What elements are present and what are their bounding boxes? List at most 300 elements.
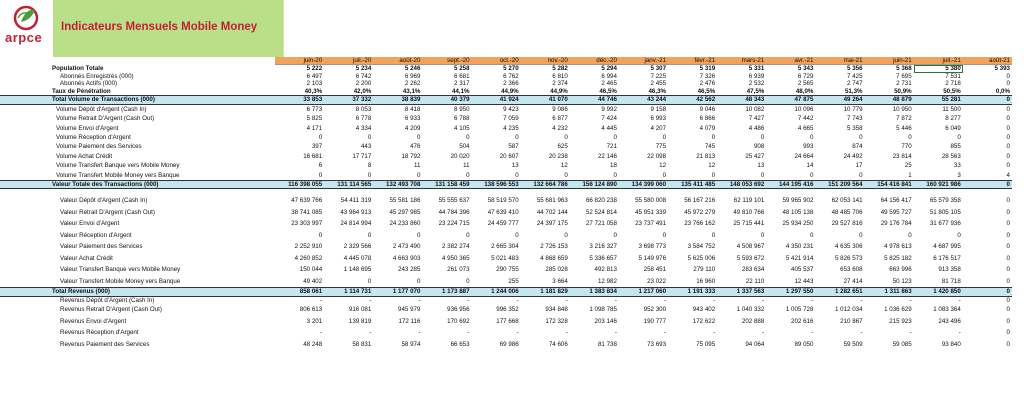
value-cell[interactable]: 6 810	[552, 72, 568, 80]
value-cell[interactable]: 48 105 138	[782, 208, 814, 216]
value-cell[interactable]: 5 234	[355, 65, 372, 73]
month-header[interactable]: août-20	[373, 57, 422, 65]
value-cell[interactable]: 0	[809, 171, 814, 179]
value-cell[interactable]: 54 411 319	[340, 197, 372, 205]
value-cell[interactable]: 0	[1006, 162, 1010, 170]
value-cell[interactable]: 4 079	[699, 124, 716, 132]
value-cell[interactable]: 1 173 887	[422, 288, 471, 296]
value-cell[interactable]: 49 810 766	[733, 208, 765, 216]
value-cell[interactable]: 29 527 816	[831, 220, 863, 228]
value-cell[interactable]: -	[320, 296, 323, 304]
value-cell[interactable]: 47 639 766	[291, 197, 323, 205]
value-cell[interactable]: 43 244	[619, 96, 668, 104]
value-cell[interactable]: 23 766 162	[684, 220, 716, 228]
value-cell[interactable]: 285 028	[545, 266, 568, 274]
value-cell[interactable]: 1 083 364	[933, 306, 961, 314]
value-cell[interactable]: 135 411 485	[668, 180, 717, 188]
value-cell[interactable]: 55 281	[914, 96, 963, 104]
value-cell[interactable]: 59 509	[843, 340, 863, 348]
value-cell[interactable]: 0	[859, 133, 863, 141]
value-cell[interactable]: 258 451	[643, 266, 667, 274]
value-cell[interactable]: 25 934 250	[782, 220, 814, 228]
value-cell[interactable]: 4 687 995	[933, 243, 961, 251]
value-cell[interactable]: 0	[711, 231, 716, 239]
value-cell[interactable]: 22 098	[647, 152, 667, 160]
value-cell[interactable]: 0	[466, 277, 470, 285]
row-label[interactable]: Volume Achat Crédit	[56, 152, 113, 160]
value-cell[interactable]: 5 343	[797, 65, 814, 73]
value-cell[interactable]: 4 978 613	[884, 243, 912, 251]
value-cell[interactable]: 1 282 651	[815, 288, 864, 296]
value-cell[interactable]: 2 465	[601, 80, 617, 88]
value-cell[interactable]: 7 424	[601, 115, 617, 123]
value-cell[interactable]: -	[418, 329, 421, 337]
value-cell[interactable]: -	[614, 329, 617, 337]
value-cell[interactable]: 13	[511, 162, 519, 170]
month-header[interactable]: sept.-20	[422, 57, 471, 65]
value-cell[interactable]: 1 311 863	[865, 288, 914, 296]
row-label[interactable]: Revenus Réception d'Argent	[60, 329, 139, 337]
value-cell[interactable]: 0	[1006, 152, 1010, 160]
value-cell[interactable]: 4 508 967	[736, 243, 765, 251]
value-cell[interactable]: 93 840	[941, 340, 961, 348]
value-cell[interactable]: 29 176 784	[880, 220, 912, 228]
value-cell[interactable]: 1 420 850	[914, 288, 963, 296]
value-cell[interactable]: 5 356	[847, 65, 863, 73]
value-cell[interactable]: 0	[760, 171, 765, 179]
value-cell[interactable]: 44 702 144	[536, 208, 568, 216]
value-cell[interactable]: 0	[1006, 277, 1010, 285]
value-cell[interactable]: 0	[760, 133, 765, 141]
row-label[interactable]: Volume Paiement des Services	[56, 143, 142, 151]
value-cell[interactable]: 279 110	[693, 266, 716, 274]
value-cell[interactable]: -	[565, 296, 568, 304]
value-cell[interactable]: 20 020	[450, 152, 470, 160]
value-cell[interactable]: 2 726 153	[540, 243, 568, 251]
value-cell[interactable]: 3 201	[306, 317, 323, 325]
value-cell[interactable]: 4 868 659	[540, 254, 568, 262]
value-cell[interactable]: 62 053 141	[831, 197, 863, 205]
value-cell[interactable]: 0	[367, 231, 372, 239]
value-cell[interactable]: 0	[957, 133, 961, 141]
value-cell[interactable]: 2 200	[355, 80, 372, 88]
value-cell[interactable]: 2 731	[896, 80, 912, 88]
value-cell[interactable]: 58 974	[401, 340, 421, 348]
month-header[interactable]: mai-21	[815, 57, 864, 65]
value-cell[interactable]: 770	[901, 143, 912, 151]
value-cell[interactable]: 46,5%	[599, 87, 617, 95]
row-label[interactable]: Abonnés Actifs (000)	[60, 80, 118, 88]
value-cell[interactable]: 7 442	[797, 115, 814, 123]
value-cell[interactable]: 2 665 304	[491, 243, 519, 251]
value-cell[interactable]: 1	[908, 171, 912, 179]
value-cell[interactable]: 1 036 629	[884, 306, 912, 314]
value-cell[interactable]: 138 596 553	[472, 180, 521, 188]
value-cell[interactable]: 6 729	[797, 72, 814, 80]
value-cell[interactable]: 3 584 752	[687, 243, 716, 251]
value-cell[interactable]: 0	[318, 133, 323, 141]
value-cell[interactable]: 22 146	[597, 152, 617, 160]
value-cell[interactable]: 55 555 637	[438, 197, 470, 205]
month-header[interactable]: juil.-21	[914, 57, 963, 65]
value-cell[interactable]: 492 813	[594, 266, 617, 274]
value-cell[interactable]: 17	[855, 162, 863, 170]
value-cell[interactable]: 2 473 490	[392, 243, 421, 251]
value-cell[interactable]: 23 022	[647, 277, 667, 285]
value-cell[interactable]: 7 425	[847, 72, 863, 80]
value-cell[interactable]: 6 969	[404, 72, 421, 80]
value-cell[interactable]: 51 805 105	[929, 208, 961, 216]
value-cell[interactable]: 37 332	[324, 96, 373, 104]
row-label[interactable]: Revenus Retrait D'Argent (Cash Out)	[60, 306, 162, 314]
value-cell[interactable]: 3	[957, 171, 961, 179]
value-cell[interactable]: 1 181 829	[521, 288, 570, 296]
value-cell[interactable]: 89 050	[794, 340, 814, 348]
value-cell[interactable]: 5 222	[306, 65, 323, 73]
value-cell[interactable]: 7 695	[896, 72, 912, 80]
value-cell[interactable]: 58 831	[352, 340, 372, 348]
value-cell[interactable]: 2 374	[552, 80, 568, 88]
value-cell[interactable]: 806 613	[299, 306, 323, 314]
value-cell[interactable]: 663 996	[889, 266, 912, 274]
value-cell[interactable]: 6 939	[748, 72, 765, 80]
value-cell[interactable]: 2 747	[847, 80, 863, 88]
value-cell[interactable]: 0	[564, 231, 568, 239]
value-cell[interactable]: 74 606	[548, 340, 568, 348]
value-cell[interactable]: 1 383 834	[570, 288, 619, 296]
value-cell[interactable]: 49 402	[303, 277, 323, 285]
value-cell[interactable]: 0	[466, 171, 470, 179]
month-header[interactable]: juil.-20	[324, 57, 373, 65]
value-cell[interactable]: 874	[852, 143, 863, 151]
value-cell[interactable]: 0	[711, 171, 716, 179]
value-cell[interactable]: 9 992	[601, 105, 617, 113]
value-cell[interactable]: 48,0%	[795, 87, 814, 95]
value-cell[interactable]: -	[418, 296, 421, 304]
value-cell[interactable]: 0	[1006, 197, 1010, 205]
value-cell[interactable]: 210 867	[840, 317, 863, 325]
value-cell[interactable]: 24 492	[843, 152, 863, 160]
value-cell[interactable]: 0	[662, 133, 667, 141]
value-cell[interactable]: 18 792	[401, 152, 421, 160]
value-cell[interactable]: 33 853	[275, 96, 324, 104]
value-cell[interactable]: 58 519 570	[487, 197, 519, 205]
value-cell[interactable]: 4 207	[650, 124, 667, 132]
value-cell[interactable]: 139 819	[348, 317, 372, 325]
row-label[interactable]: Valeur Transfert Mobile Money vers Banque	[60, 277, 181, 285]
value-cell[interactable]: 16 681	[303, 152, 323, 160]
value-cell[interactable]: 4 665	[797, 124, 814, 132]
value-cell[interactable]: -	[565, 329, 568, 337]
value-cell[interactable]: -	[860, 329, 863, 337]
value-cell[interactable]: 177 668	[496, 317, 519, 325]
value-cell[interactable]: 943 402	[692, 306, 716, 314]
value-cell[interactable]: 5 358	[847, 124, 863, 132]
row-label[interactable]: Volume Dépôt d'Argent (Cash In)	[56, 105, 147, 113]
value-cell[interactable]: 202 888	[741, 317, 765, 325]
value-cell[interactable]: 4 486	[748, 124, 765, 132]
value-cell[interactable]: 42,0%	[353, 87, 372, 95]
value-cell[interactable]: 0	[1006, 317, 1010, 325]
value-cell[interactable]: 4 445	[601, 124, 617, 132]
value-cell[interactable]: 5 336 657	[589, 254, 617, 262]
value-cell[interactable]: 1 012 034	[835, 306, 863, 314]
value-cell[interactable]: 5 625 006	[687, 254, 716, 262]
value-cell[interactable]: 0	[711, 133, 716, 141]
value-cell[interactable]: 8	[367, 162, 372, 170]
value-cell[interactable]: -	[369, 296, 372, 304]
value-cell[interactable]: 6 049	[945, 124, 961, 132]
value-cell[interactable]: 0	[367, 277, 372, 285]
value-cell[interactable]: 5 331	[748, 65, 765, 73]
value-cell[interactable]: 5 246	[404, 65, 421, 73]
value-cell[interactable]: 45 297 985	[389, 208, 421, 216]
value-cell[interactable]: 443	[360, 143, 372, 151]
value-cell[interactable]: 0	[1006, 208, 1010, 216]
value-cell[interactable]: 5 149 976	[638, 254, 667, 262]
value-cell[interactable]: 6 994	[601, 72, 617, 80]
value-cell[interactable]: -	[860, 296, 863, 304]
value-cell[interactable]: 49 595 727	[880, 208, 912, 216]
value-cell[interactable]: 6 681	[454, 72, 470, 80]
value-cell[interactable]: 154 416 841	[865, 180, 914, 188]
value-cell[interactable]: 51,3%	[844, 87, 863, 95]
value-cell[interactable]: 2 476	[699, 80, 716, 88]
value-cell[interactable]: 48 343	[717, 96, 766, 104]
value-cell[interactable]: 5 319	[699, 65, 716, 73]
value-cell[interactable]: 40,3%	[304, 87, 323, 95]
value-cell[interactable]: 952 300	[643, 306, 667, 314]
value-cell[interactable]: 62 119 101	[733, 197, 765, 205]
value-cell[interactable]: 215 923	[889, 317, 912, 325]
value-cell[interactable]: 150 044	[299, 266, 323, 274]
value-cell[interactable]: 0	[662, 231, 667, 239]
value-cell[interactable]: 11	[413, 162, 421, 170]
row-label[interactable]: Total Volume de Transactions (000)	[0, 96, 275, 104]
value-cell[interactable]: 4 635 306	[835, 243, 863, 251]
value-cell[interactable]: 22 110	[745, 277, 765, 285]
value-cell[interactable]: 916 081	[348, 306, 372, 314]
value-cell[interactable]: 43,1%	[402, 87, 421, 95]
value-cell[interactable]: 8 053	[355, 105, 372, 113]
value-cell[interactable]: 50,5%	[943, 87, 961, 95]
value-cell[interactable]: 64 156 417	[880, 197, 912, 205]
value-cell[interactable]: 11	[463, 162, 470, 170]
value-cell[interactable]: 504	[459, 143, 470, 151]
month-header[interactable]: mars-21	[717, 57, 766, 65]
row-label[interactable]: Total Revenus (000)	[0, 288, 275, 296]
value-cell[interactable]: 4 209	[404, 124, 421, 132]
value-cell[interactable]: 12 443	[794, 277, 814, 285]
value-cell[interactable]: 3 216 327	[589, 243, 617, 251]
value-cell[interactable]: 44,9%	[501, 87, 519, 95]
value-cell[interactable]: 290 755	[496, 266, 519, 274]
value-cell[interactable]: 1 114 731	[324, 288, 373, 296]
value-cell[interactable]: 47 875	[766, 96, 815, 104]
value-cell[interactable]: 5 282	[552, 65, 568, 73]
value-cell[interactable]: -	[467, 329, 470, 337]
value-cell[interactable]: -	[320, 329, 323, 337]
value-cell[interactable]: 2 718	[945, 80, 961, 88]
value-cell[interactable]: 6	[318, 162, 323, 170]
value-cell[interactable]: 38 741 085	[291, 208, 323, 216]
value-cell[interactable]: 25 715 441	[733, 220, 765, 228]
value-cell[interactable]: 14	[806, 162, 814, 170]
value-cell[interactable]: 0,0%	[995, 87, 1010, 95]
value-cell[interactable]: 134 399 060	[619, 180, 668, 188]
value-cell[interactable]: 9 158	[650, 105, 667, 113]
value-cell[interactable]: 172 328	[545, 317, 568, 325]
value-cell[interactable]: 0	[318, 171, 323, 179]
row-label[interactable]: Volume Retrait D'Argent (Cash Out)	[56, 115, 155, 123]
value-cell[interactable]: 6 742	[355, 72, 372, 80]
value-cell[interactable]: 0	[963, 288, 1012, 296]
value-cell[interactable]: 55 581 186	[389, 197, 421, 205]
value-cell[interactable]: -	[663, 329, 667, 337]
value-cell[interactable]: 476	[410, 143, 421, 151]
value-cell[interactable]: 55 681 963	[536, 197, 568, 205]
row-label[interactable]: Valeur Totale des Transactions (000)	[0, 180, 275, 188]
value-cell[interactable]: -	[663, 296, 667, 304]
value-cell[interactable]: 203 146	[594, 317, 617, 325]
month-header[interactable]: juin-20	[275, 57, 324, 65]
value-cell[interactable]: 1 337 563	[717, 288, 766, 296]
value-cell[interactable]: 44 784 396	[438, 208, 470, 216]
value-cell[interactable]: 5 421 914	[785, 254, 814, 262]
value-cell[interactable]: 5 446	[896, 124, 912, 132]
value-cell[interactable]: 4	[1006, 171, 1010, 179]
month-header[interactable]: déc.-20	[570, 57, 619, 65]
value-cell[interactable]: 1 098 785	[589, 306, 617, 314]
value-cell[interactable]: 47,5%	[746, 87, 765, 95]
value-cell[interactable]: 0	[367, 133, 372, 141]
value-cell[interactable]: 4 334	[355, 124, 372, 132]
value-cell[interactable]: 0	[1006, 306, 1010, 314]
value-cell[interactable]: 5 393	[994, 65, 1010, 73]
value-cell[interactable]: -	[369, 329, 372, 337]
value-cell[interactable]: 7 225	[650, 72, 667, 80]
value-cell[interactable]: 255	[508, 277, 519, 285]
value-cell[interactable]: 1 148 695	[343, 266, 372, 274]
value-cell[interactable]: 23 814	[892, 152, 912, 160]
value-cell[interactable]: 44,1%	[451, 87, 470, 95]
value-cell[interactable]: 4 105	[454, 124, 470, 132]
value-cell[interactable]: 45 951 339	[635, 208, 667, 216]
value-cell[interactable]: 0	[466, 231, 470, 239]
value-cell[interactable]: 10 082	[745, 105, 765, 113]
value-cell[interactable]: 13	[757, 162, 765, 170]
value-cell[interactable]: 27 414	[843, 277, 863, 285]
value-cell[interactable]: 59 965 902	[782, 197, 814, 205]
value-cell[interactable]: 44,9%	[550, 87, 568, 95]
value-cell[interactable]: 0	[1006, 143, 1010, 151]
value-cell[interactable]: 7 872	[896, 115, 912, 123]
value-cell[interactable]: 18	[610, 162, 617, 170]
value-cell[interactable]: 0	[1006, 254, 1010, 262]
value-cell[interactable]: 46,5%	[697, 87, 716, 95]
value-cell[interactable]: 908	[753, 143, 765, 151]
value-cell[interactable]: 3 698 773	[638, 243, 667, 251]
row-label[interactable]: Valeur Transfert Banque vers Mobile Money	[60, 266, 181, 274]
value-cell[interactable]: 48 248	[303, 340, 323, 348]
value-cell[interactable]: 1 217 060	[619, 288, 668, 296]
value-cell[interactable]: 5 826 573	[835, 254, 863, 262]
value-cell[interactable]: 1 297 550	[766, 288, 815, 296]
value-cell[interactable]: 75 095	[696, 340, 716, 348]
value-cell[interactable]: 17 717	[352, 152, 372, 160]
value-cell[interactable]: 73 693	[647, 340, 667, 348]
value-cell[interactable]: 81 718	[941, 277, 961, 285]
value-cell[interactable]: 0	[1006, 266, 1010, 274]
value-cell[interactable]: 855	[950, 143, 961, 151]
value-cell[interactable]: 6 993	[650, 115, 667, 123]
value-cell[interactable]: -	[909, 296, 912, 304]
value-cell[interactable]: 4 232	[552, 124, 568, 132]
value-cell[interactable]: 0	[908, 231, 912, 239]
row-label[interactable]: Revenus Paiement des Services	[60, 340, 150, 348]
value-cell[interactable]: -	[811, 329, 814, 337]
value-cell[interactable]: 0	[564, 133, 568, 141]
row-label[interactable]: Valeur Dépôt d'Argent (Cash In)	[60, 197, 148, 205]
value-cell[interactable]: -	[958, 296, 961, 304]
value-cell[interactable]: 0	[416, 133, 421, 141]
row-label[interactable]: Valeur Réception d'Argent	[60, 231, 132, 239]
row-label[interactable]: Taux de Pénétration	[52, 87, 111, 95]
value-cell[interactable]: 8 950	[454, 105, 470, 113]
value-cell[interactable]: 0	[466, 133, 470, 141]
value-cell[interactable]: 6 778	[355, 115, 372, 123]
value-cell[interactable]: 0	[1006, 243, 1010, 251]
value-cell[interactable]: 0	[809, 231, 814, 239]
value-cell[interactable]: 0	[1006, 72, 1010, 80]
row-label[interactable]: Volume Envoi d'Argent	[56, 124, 119, 132]
value-cell[interactable]: 9 086	[552, 105, 568, 113]
value-cell[interactable]: 6 877	[552, 115, 568, 123]
value-cell[interactable]: 10 096	[794, 105, 814, 113]
value-cell[interactable]: 42 562	[668, 96, 717, 104]
value-cell[interactable]: -	[516, 329, 519, 337]
value-cell[interactable]: 945 979	[398, 306, 421, 314]
value-cell[interactable]: 38 839	[373, 96, 422, 104]
value-cell[interactable]: 0	[515, 133, 519, 141]
value-cell[interactable]: -	[762, 296, 765, 304]
value-cell[interactable]: 2 382 274	[442, 243, 470, 251]
value-cell[interactable]: 12 982	[597, 277, 617, 285]
value-cell[interactable]: 2 103	[306, 80, 323, 88]
value-cell[interactable]: 0	[859, 171, 863, 179]
value-cell[interactable]: 41 070	[521, 96, 570, 104]
value-cell[interactable]: 283 634	[741, 266, 765, 274]
value-cell[interactable]: 49 264	[815, 96, 864, 104]
value-cell[interactable]: 12	[708, 162, 716, 170]
value-cell[interactable]: 7 059	[503, 115, 519, 123]
value-cell[interactable]: 24 814 994	[340, 220, 372, 228]
value-cell[interactable]: 0	[613, 171, 617, 179]
value-cell[interactable]: 11 500	[942, 105, 961, 113]
value-cell[interactable]: 20 607	[499, 152, 519, 160]
value-cell[interactable]: 45 972 279	[684, 208, 716, 216]
row-label[interactable]: Valeur Achat Crédit	[60, 254, 113, 262]
value-cell[interactable]: 745	[704, 143, 716, 151]
value-cell[interactable]: 5 021 483	[491, 254, 519, 262]
month-header[interactable]: nov.-20	[521, 57, 570, 65]
value-cell[interactable]: 41 924	[472, 96, 521, 104]
value-cell[interactable]: 94 064	[745, 340, 765, 348]
value-cell[interactable]: 25 427	[745, 152, 765, 160]
value-cell[interactable]: 0	[564, 171, 568, 179]
value-cell[interactable]: 5 258	[454, 65, 470, 73]
row-label[interactable]: Valeur Retrait D'Argent (Cash Out)	[60, 208, 155, 216]
